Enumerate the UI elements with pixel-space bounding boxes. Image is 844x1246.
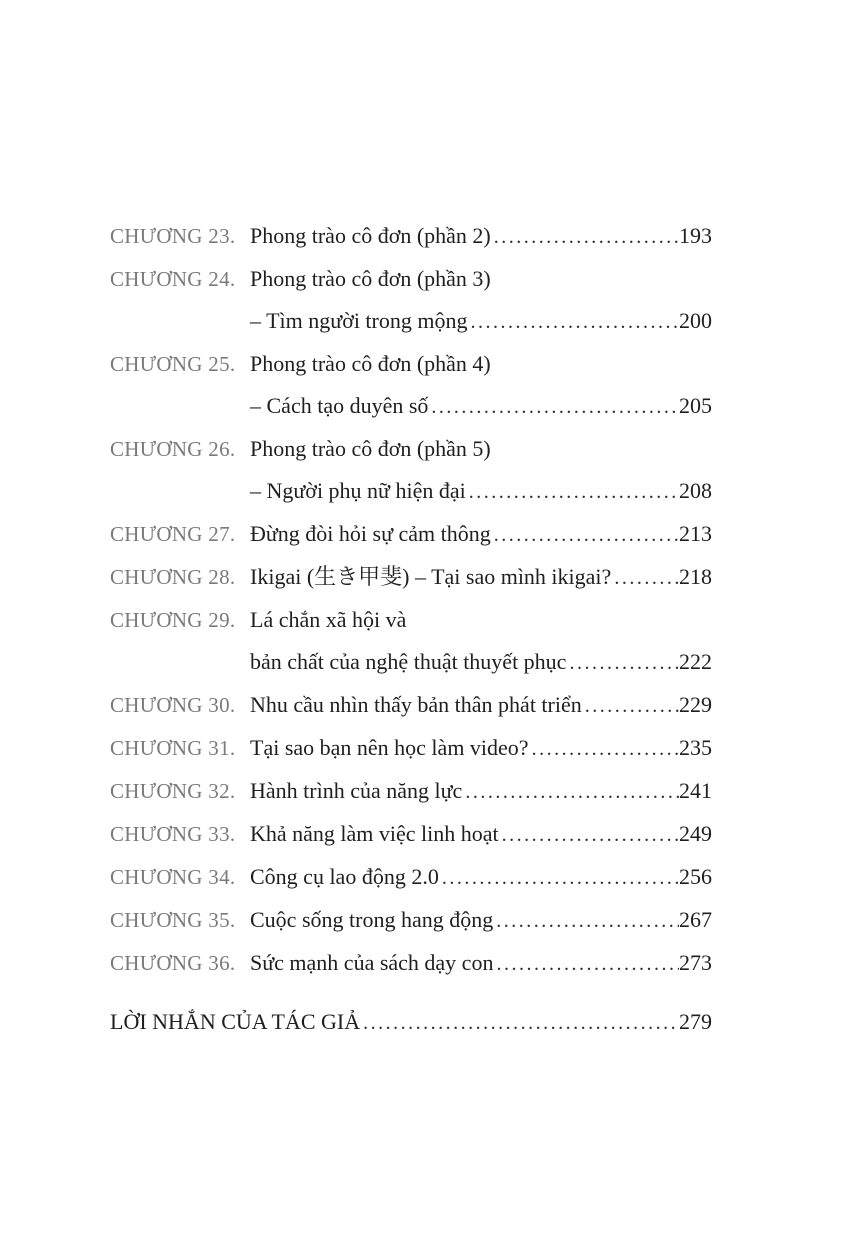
chapter-title: – Cách tạo duyên số bbox=[250, 393, 429, 418]
chapter-title: bản chất của nghệ thuật thuyết phục bbox=[250, 649, 567, 674]
toc-line bbox=[250, 904, 712, 937]
chapter-title-lines bbox=[250, 561, 712, 594]
chapter-title-lines bbox=[250, 518, 712, 551]
toc-line bbox=[250, 689, 712, 722]
dot-leader bbox=[569, 647, 679, 679]
dot-leader bbox=[442, 862, 679, 894]
toc-list bbox=[110, 220, 712, 1049]
toc-entry bbox=[110, 604, 712, 679]
page-number: 200 bbox=[679, 308, 712, 333]
chapter-title-lines bbox=[250, 433, 712, 508]
chapter-title: Tại sao bạn nên học làm video? bbox=[250, 735, 529, 760]
dot-leader bbox=[465, 776, 679, 808]
toc-line bbox=[110, 1006, 712, 1039]
dot-leader bbox=[585, 690, 679, 722]
page-number: 235 bbox=[679, 735, 712, 760]
dot-leader bbox=[496, 948, 679, 980]
chapter-label: CHƯƠNG 32. bbox=[110, 779, 236, 803]
dot-leader bbox=[431, 391, 679, 423]
chapter-title-lines bbox=[110, 1006, 712, 1039]
toc-entry bbox=[110, 904, 712, 937]
page-number: 208 bbox=[679, 478, 712, 503]
chapter-label: CHƯƠNG 29. bbox=[110, 608, 236, 632]
chapter-label: CHƯƠNG 34. bbox=[110, 865, 236, 889]
page-number: 229 bbox=[679, 692, 712, 717]
page-number: 222 bbox=[679, 649, 712, 674]
chapter-title: Đừng đòi hỏi sự cảm thông bbox=[250, 521, 491, 546]
page-number: 273 bbox=[679, 950, 712, 975]
chapter-title: – Người phụ nữ hiện đại bbox=[250, 478, 466, 503]
page-number: 213 bbox=[679, 521, 712, 546]
page-number: 193 bbox=[679, 223, 712, 248]
chapter-label: CHƯƠNG 25. bbox=[110, 352, 236, 376]
toc-entry bbox=[110, 818, 712, 851]
chapter-title: Phong trào cô đơn (phần 2) bbox=[250, 223, 491, 248]
toc-line bbox=[250, 604, 712, 636]
chapter-title-lines bbox=[250, 904, 712, 937]
chapter-title: Ikigai (生き甲斐) – Tại sao mình ikigai? bbox=[250, 564, 612, 589]
toc-entry bbox=[110, 861, 712, 894]
dot-leader bbox=[496, 905, 679, 937]
chapter-title: – Tìm người trong mộng bbox=[250, 308, 468, 333]
page-number: 279 bbox=[679, 1009, 712, 1034]
toc-line bbox=[250, 348, 712, 380]
toc-line bbox=[250, 732, 712, 765]
toc-line bbox=[250, 646, 712, 679]
toc-entry bbox=[110, 433, 712, 508]
chapter-title-lines bbox=[250, 861, 712, 894]
chapter-label: CHƯƠNG 24. bbox=[110, 267, 236, 291]
dot-leader bbox=[494, 221, 679, 253]
chapter-title-lines bbox=[250, 348, 712, 423]
toc-entry bbox=[110, 775, 712, 808]
chapter-title: Phong trào cô đơn (phần 5) bbox=[250, 436, 491, 461]
toc-line bbox=[250, 263, 712, 295]
toc-line bbox=[250, 305, 712, 338]
toc-entry bbox=[110, 732, 712, 765]
dot-leader bbox=[494, 519, 679, 551]
dot-leader bbox=[469, 476, 679, 508]
page-number: 256 bbox=[679, 864, 712, 889]
chapter-title-lines bbox=[250, 818, 712, 851]
chapter-label: CHƯƠNG 26. bbox=[110, 437, 236, 461]
dot-leader bbox=[363, 1007, 679, 1039]
chapter-title-lines bbox=[250, 732, 712, 765]
page-number: 218 bbox=[679, 564, 712, 589]
toc-line bbox=[250, 220, 712, 253]
chapter-label: CHƯƠNG 36. bbox=[110, 951, 236, 975]
chapter-title-lines bbox=[250, 263, 712, 338]
toc-entry bbox=[110, 518, 712, 551]
toc-entry bbox=[110, 263, 712, 338]
chapter-label: CHƯƠNG 30. bbox=[110, 693, 236, 717]
toc-entry bbox=[110, 220, 712, 253]
toc-entry bbox=[110, 561, 712, 594]
toc-line bbox=[250, 775, 712, 808]
chapter-title-lines bbox=[250, 689, 712, 722]
page-number: 267 bbox=[679, 907, 712, 932]
chapter-label: CHƯƠNG 28. bbox=[110, 565, 236, 589]
page-number: 241 bbox=[679, 778, 712, 803]
chapter-title: Sức mạnh của sách dạy con bbox=[250, 950, 494, 975]
chapter-title: Phong trào cô đơn (phần 3) bbox=[250, 266, 491, 291]
toc-entry bbox=[110, 947, 712, 980]
toc-entry bbox=[110, 348, 712, 423]
chapter-title: Lá chắn xã hội và bbox=[250, 607, 407, 632]
chapter-label: CHƯƠNG 31. bbox=[110, 736, 236, 760]
toc-line bbox=[250, 433, 712, 465]
chapter-title-lines bbox=[250, 947, 712, 980]
toc-line bbox=[250, 861, 712, 894]
toc-line bbox=[250, 818, 712, 851]
dot-leader bbox=[532, 733, 679, 765]
chapter-label: CHƯƠNG 27. bbox=[110, 522, 236, 546]
chapter-title-lines bbox=[250, 220, 712, 253]
page-number: 249 bbox=[679, 821, 712, 846]
toc-line bbox=[250, 518, 712, 551]
chapter-title: Nhu cầu nhìn thấy bản thân phát triển bbox=[250, 692, 582, 717]
chapter-label: CHƯƠNG 35. bbox=[110, 908, 236, 932]
chapter-label: CHƯƠNG 23. bbox=[110, 224, 236, 248]
toc-line bbox=[250, 561, 712, 594]
chapter-title-lines bbox=[250, 775, 712, 808]
toc-line bbox=[250, 390, 712, 423]
chapter-title-lines bbox=[250, 604, 712, 679]
chapter-title: Phong trào cô đơn (phần 4) bbox=[250, 351, 491, 376]
toc-line bbox=[250, 475, 712, 508]
chapter-title: Khả năng làm việc linh hoạt bbox=[250, 821, 499, 846]
dot-leader bbox=[471, 306, 680, 338]
dot-leader bbox=[502, 819, 679, 851]
page-number: 205 bbox=[679, 393, 712, 418]
toc-line bbox=[250, 947, 712, 980]
toc-entry bbox=[110, 689, 712, 722]
dot-leader bbox=[614, 562, 679, 594]
chapter-title: Cuộc sống trong hang động bbox=[250, 907, 494, 932]
chapter-label: CHƯƠNG 33. bbox=[110, 822, 236, 846]
toc-entry bbox=[110, 1006, 712, 1039]
chapter-title: LỜI NHẮN CỦA TÁC GIẢ bbox=[110, 1009, 361, 1034]
chapter-title: Công cụ lao động 2.0 bbox=[250, 864, 439, 889]
chapter-title: Hành trình của năng lực bbox=[250, 778, 463, 803]
